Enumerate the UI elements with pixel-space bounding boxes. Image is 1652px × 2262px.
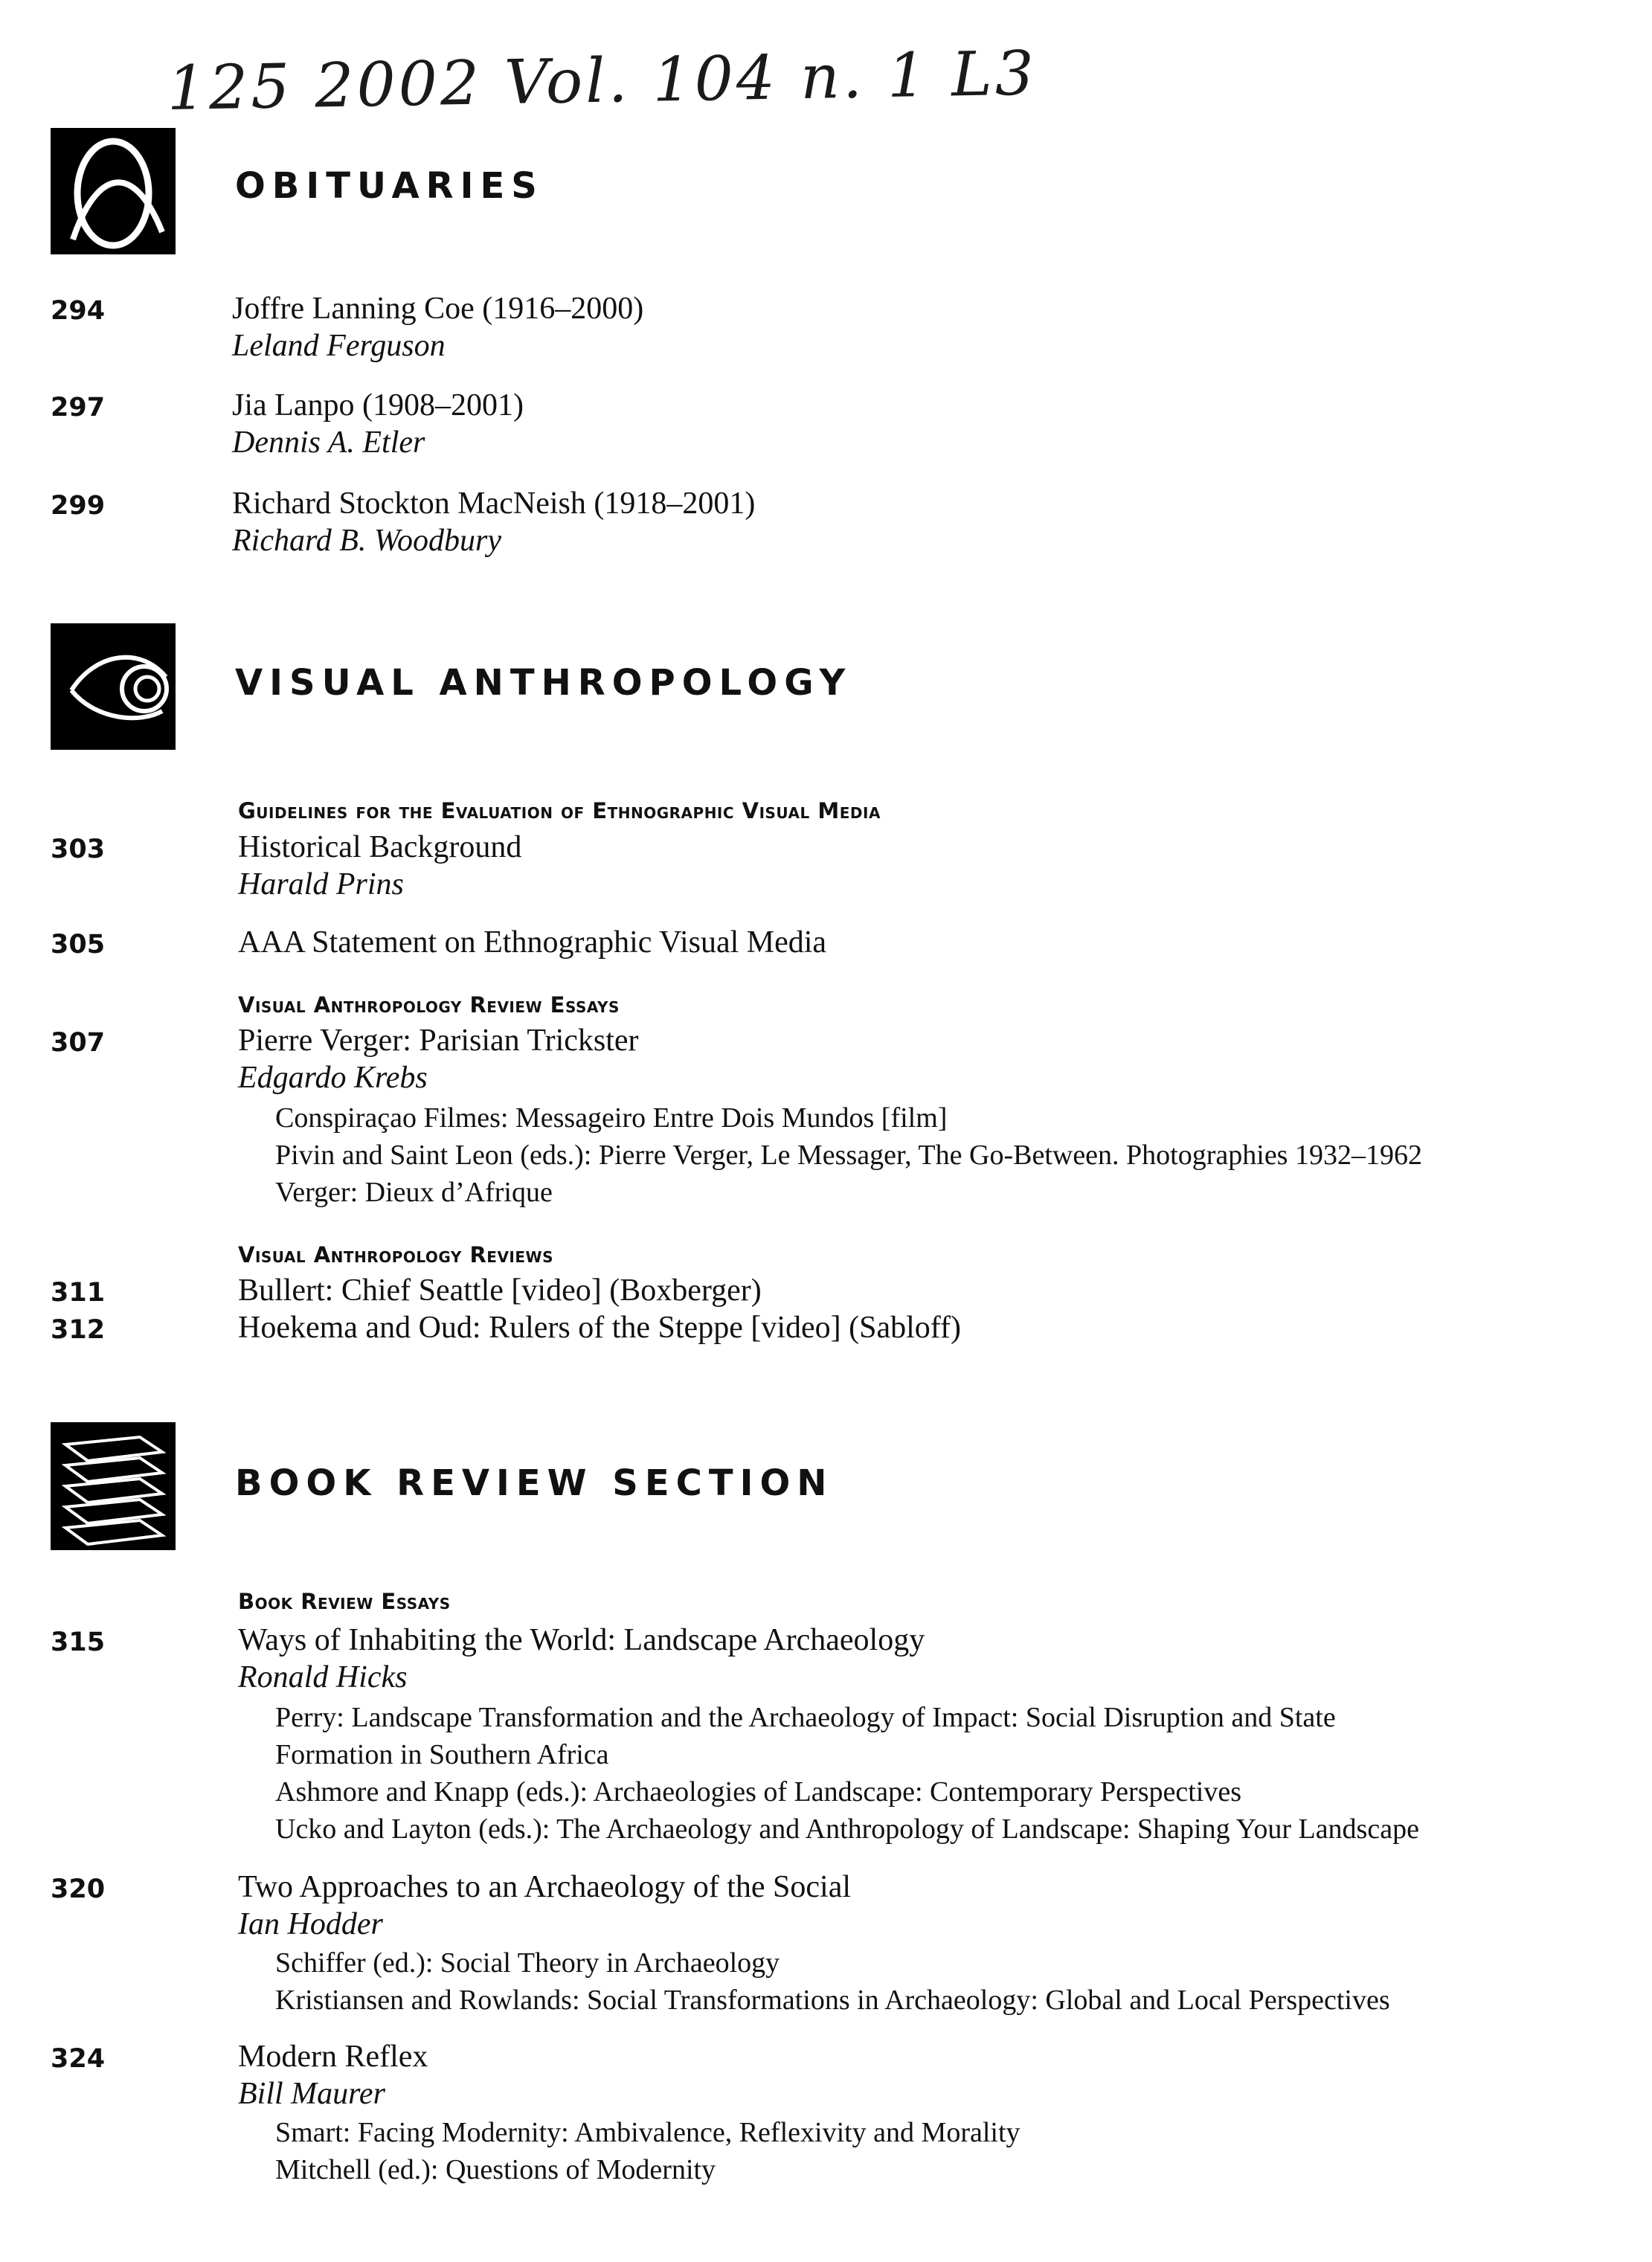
entry-title: Joffre Lanning Coe (1916–2000) xyxy=(232,292,644,326)
book-stack-icon xyxy=(51,1422,176,1550)
entry-author: Dennis A. Etler xyxy=(232,425,425,460)
page-number: 324 xyxy=(51,2044,106,2074)
page-number: 312 xyxy=(51,1315,106,1345)
visual-anthropology-heading: VISUAL ANTHROPOLOGY xyxy=(235,662,852,704)
entry-title: Bullert: Chief Seattle [video] (Boxberger) xyxy=(238,1273,762,1308)
entry-title: Modern Reflex xyxy=(238,2040,428,2074)
page-number: 307 xyxy=(51,1028,106,1058)
entry-author: Richard B. Woodbury xyxy=(232,524,502,558)
obituaries-o-icon xyxy=(51,128,176,254)
entry-title: Ways of Inhabiting the World: Landscape Archaeology xyxy=(238,1623,925,1657)
entry-title: Two Approaches to an Archaeology of the Social xyxy=(238,1870,852,1904)
reviewed-work: Mitchell (ed.): Questions of Modernity xyxy=(275,2154,716,2185)
reviewed-work: Ucko and Layton (eds.): The Archaeology and Anthropology of Landscape: Shaping Your Landscape xyxy=(275,1813,1419,1845)
entry-title: Hoekema and Oud: Rulers of the Steppe [video] (Sabloff) xyxy=(238,1311,961,1345)
obituaries-heading: OBITUARIES xyxy=(235,165,544,207)
reviewed-work: Formation in Southern Africa xyxy=(275,1739,609,1770)
entry-author: Edgardo Krebs xyxy=(238,1061,428,1095)
page-number: 305 xyxy=(51,930,106,960)
page-number: 315 xyxy=(51,1628,106,1657)
entry-title: Historical Background xyxy=(238,830,522,864)
entry-author: Ronald Hicks xyxy=(238,1660,408,1694)
reviewed-work: Smart: Facing Modernity: Ambivalence, Reflexivity and Morality xyxy=(275,2117,1021,2148)
reviewed-work: Pivin and Saint Leon (eds.): Pierre Verger, Le Messager, The Go-Between. Photographies 1932–1962 xyxy=(275,1140,1422,1171)
page-number: 320 xyxy=(51,1874,106,1904)
review-essays-subheading: Visual Anthropology Review Essays xyxy=(238,992,620,1018)
entry-author: Leland Ferguson xyxy=(232,329,446,363)
entry-title: Richard Stockton MacNeish (1918–2001) xyxy=(232,486,756,521)
entry-title: Jia Lanpo (1908–2001) xyxy=(232,388,524,422)
reviewed-work: Verger: Dieux d’Afrique xyxy=(275,1177,553,1208)
book-review-heading: BOOK REVIEW SECTION xyxy=(235,1462,834,1504)
reviewed-work: Perry: Landscape Transformation and the Archaeology of Impact: Social Disruption and State xyxy=(275,1702,1336,1733)
entry-author: Bill Maurer xyxy=(238,2077,385,2111)
page-number: 303 xyxy=(51,835,106,864)
page-number: 311 xyxy=(51,1278,106,1308)
page-number: 294 xyxy=(51,296,106,326)
entry-title: Pierre Verger: Parisian Trickster xyxy=(238,1024,639,1058)
entry-author: Ian Hodder xyxy=(238,1907,383,1941)
book-review-essays-subheading: Book Review Essays xyxy=(238,1589,451,1614)
entry-title: AAA Statement on Ethnographic Visual Media xyxy=(238,925,827,960)
page-number: 299 xyxy=(51,491,106,521)
reviewed-work: Schiffer (ed.): Social Theory in Archaeology xyxy=(275,1947,780,1979)
page-number: 297 xyxy=(51,393,106,422)
reviewed-work: Ashmore and Knapp (eds.): Archaeologies of Landscape: Contemporary Perspectives xyxy=(275,1776,1241,1808)
reviewed-work: Conspiraçao Filmes: Messageiro Entre Dois Mundos [film] xyxy=(275,1102,948,1134)
guidelines-subheading: Guidelines for the Evaluation of Ethnographic Visual Media xyxy=(238,798,881,823)
reviewed-work: Kristiansen and Rowlands: Social Transformations in Archaeology: Global and Local Perspectives xyxy=(275,1985,1390,2016)
entry-author: Harald Prins xyxy=(238,867,404,902)
eye-icon xyxy=(51,623,176,750)
handwritten-annotation: 125 2002 Vol. 104 n. 1 L3 xyxy=(166,38,1038,124)
reviews-subheading: Visual Anthropology Reviews xyxy=(238,1242,553,1267)
